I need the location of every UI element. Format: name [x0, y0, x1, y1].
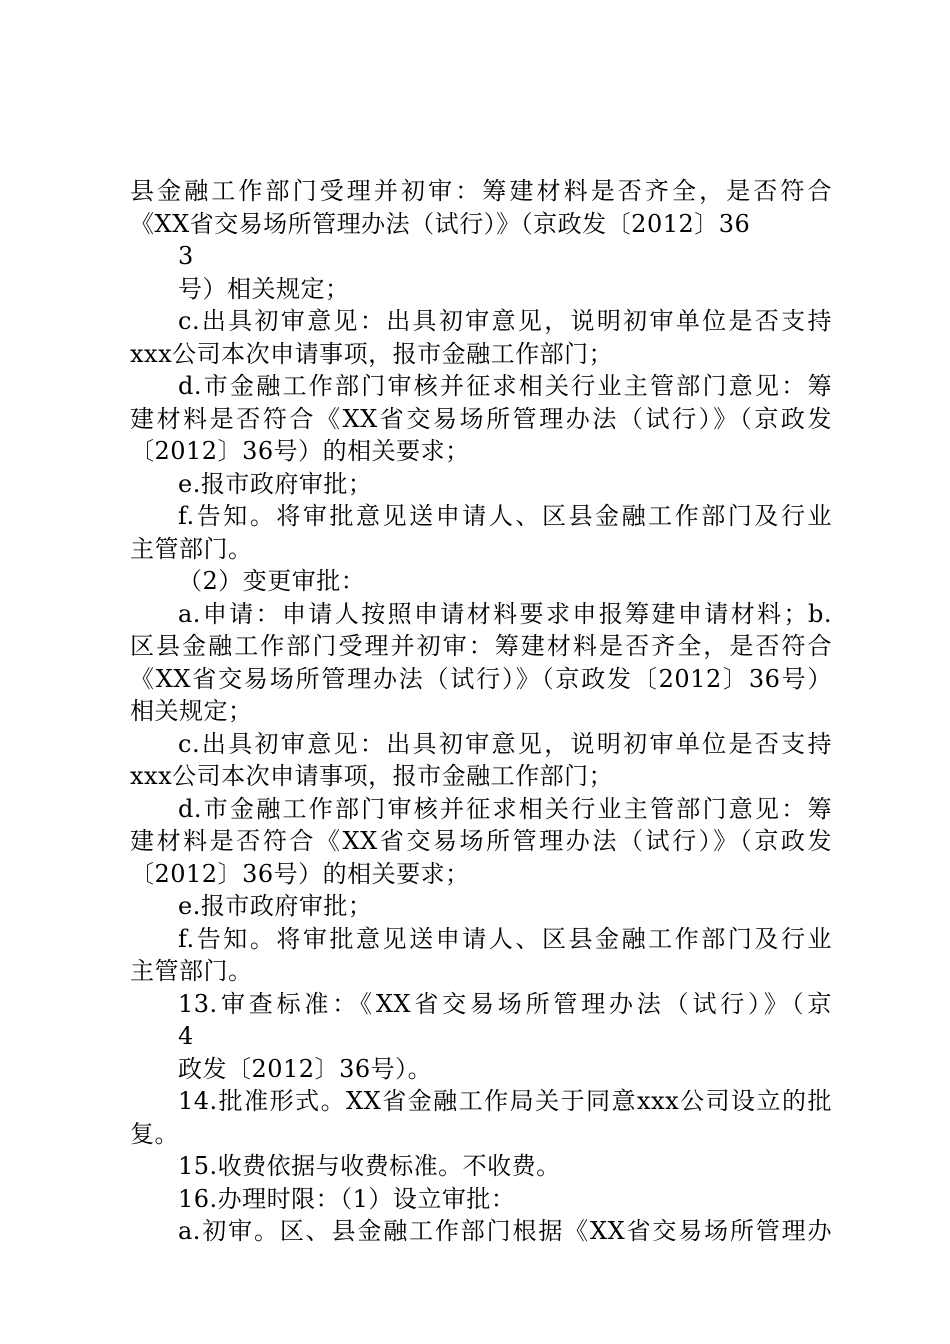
text-line: c.出具初审意见：出具初审意见，说明初审单位是否支持: [178, 729, 832, 758]
text-line: e.报市政府审批；: [178, 469, 373, 498]
text-line: 建材料是否符合《XX省交易场所管理办法（试行）》（京政发: [130, 827, 832, 855]
text-line: 14.批准形式。XX省金融工作局关于同意xxx公司设立的批: [178, 1087, 832, 1115]
text-line: 号）相关规定；: [178, 274, 350, 303]
text-line: d.市金融工作部门审核并征求相关行业主管部门意见：筹: [178, 794, 832, 823]
text-line: 复。: [130, 1119, 179, 1148]
text-line: 13.审查标准：《XX省交易场所管理办法（试行）》（京: [178, 989, 832, 1018]
text-line: （2）变更审批：: [178, 567, 366, 595]
text-line: f.告知。将审批意见送申请人、区县金融工作部门及行业: [178, 502, 832, 530]
text-line: c.出具初审意见：出具初审意见，说明初审单位是否支持: [178, 307, 832, 335]
text-line: a.初审。区、县金融工作部门根据《XX省交易场所管理办: [178, 1217, 832, 1245]
text-line: 主管部门。: [130, 957, 253, 985]
text-line: a.申请：申请人按照申请材料要求申报筹建申请材料；b.: [178, 599, 832, 628]
text-line: 3: [178, 242, 194, 270]
text-line: 4: [178, 1022, 194, 1050]
text-line: 15.收费依据与收费标准。不收费。: [178, 1152, 561, 1180]
text-line: 政发〔2012〕36号）。: [178, 1054, 433, 1083]
text-line: xxx公司本次申请事项，报市金融工作部门；: [130, 762, 614, 790]
text-line: d.市金融工作部门审核并征求相关行业主管部门意见：筹: [178, 372, 832, 400]
text-line: 相关规定；: [130, 697, 253, 725]
text-line: xxx公司本次申请事项，报市金融工作部门；: [130, 339, 614, 368]
text-line: 《XX省交易场所管理办法（试行）》（京政发〔2012〕36: [130, 209, 751, 238]
document-body: [130, 175, 832, 1248]
text-line: 区县金融工作部门受理并初审：筹建材料是否齐全，是否符合: [130, 632, 832, 660]
text-line: 〔2012〕36号）的相关要求；: [130, 437, 470, 465]
text-line: 《XX省交易场所管理办法（试行）》（京政发〔2012〕36号）: [130, 664, 832, 693]
text-line: 县金融工作部门受理并初审：筹建材料是否齐全，是否符合: [130, 177, 832, 205]
text-line: 16.办理时限：（1）设立审批：: [178, 1184, 516, 1213]
text-line: 主管部门。: [130, 534, 253, 563]
text-line: f.告知。将审批意见送申请人、区县金融工作部门及行业: [178, 924, 832, 953]
text-line: e.报市政府审批；: [178, 892, 373, 920]
text-line: 建材料是否符合《XX省交易场所管理办法（试行）》（京政发: [130, 404, 832, 433]
text-line: 〔2012〕36号）的相关要求；: [130, 859, 470, 888]
